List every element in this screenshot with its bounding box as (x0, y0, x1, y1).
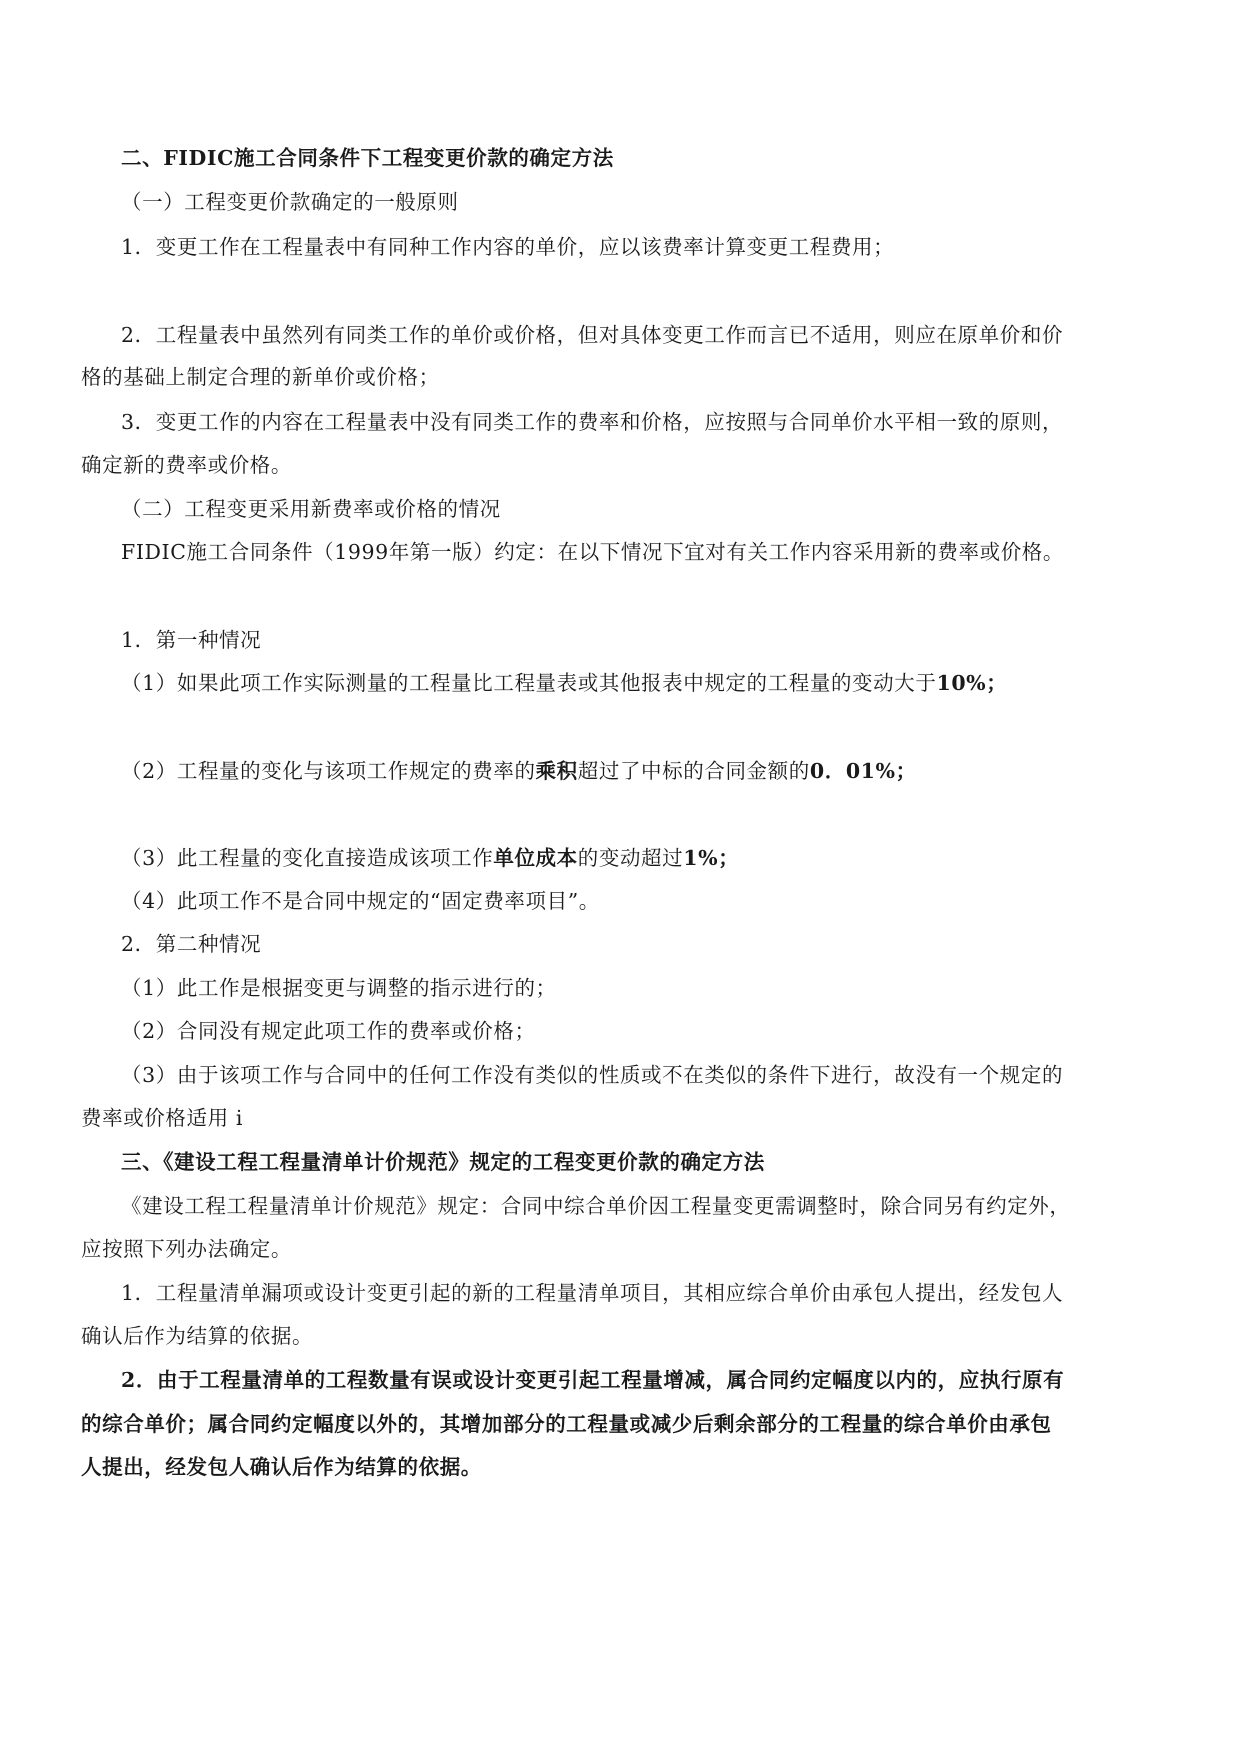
rule-3-line-2: 确定新的费率或价格。 (81, 453, 292, 477)
case-1-item-1-value: 10%； (936, 671, 1008, 695)
spec-1-line-1: 1．工程量清单漏项或设计变更引起的新的工程量清单项目，其相应综合单价由承包人提出，经发包人 (121, 1281, 1064, 1305)
spec-2-line-1: 2．由于工程量清单的工程数量有误或设计变更引起工程量增减，属合同约定幅度以内的，应执行原有 (121, 1368, 1065, 1392)
subsection-heading-1: （一）工程变更价款确定的一般原则 (121, 190, 459, 214)
case-1-item-3-value: 1%； (683, 846, 740, 870)
case-1-item-3-text-mid: 的变动超过 (577, 846, 684, 870)
section-heading-2: 二、FIDIC施工合同条件下工程变更价款的确定方法 (121, 146, 614, 170)
rule-3-line-1: 3．变更工作的内容在工程量表中没有同类工作的费率和价格，应按照与合同单价水平相一致的原则， (121, 410, 1064, 434)
case-2-item-1: （1）此工作是根据变更与调整的指示进行的； (121, 976, 557, 1000)
spec-intro-line-2: 应按照下列办法确定。 (81, 1237, 292, 1261)
case-1-item-2-text-mid: 超过了中标的合同金额的 (577, 759, 810, 783)
case-1-item-2-text: （2）工程量的变化与该项工作规定的费率的 (121, 759, 536, 783)
case-2-title: 2．第二种情况 (121, 932, 262, 956)
subsection-heading-2: （二）工程变更采用新费率或价格的情况 (121, 497, 501, 521)
spec-1-line-2: 确认后作为结算的依据。 (81, 1324, 314, 1348)
spec-2-line-3: 人提出，经发包人确认后作为结算的依据。 (81, 1455, 482, 1479)
case-1-item-3-text: （3）此工程量的变化直接造成该项工作 (121, 846, 494, 870)
spec-2-line-2: 的综合单价；属合同约定幅度以外的，其增加部分的工程量或减少后剩余部分的工程量的综合单价由承包 (81, 1412, 1052, 1436)
rule-2-line-1: 2．工程量表中虽然列有同类工作的单价或价格，但对具体变更工作而言已不适用，则应在原单价和价 (121, 323, 1064, 347)
case-2-item-3-line-2: 费率或价格适用 i (81, 1106, 243, 1130)
case-2-item-2: （2）合同没有规定此项工作的费率或价格； (121, 1019, 536, 1043)
case-1-title: 1．第一种情况 (121, 628, 262, 652)
rule-2-line-2: 格的基础上制定合理的新单价或价格； (81, 365, 440, 389)
spec-intro-line-1: 《建设工程工程量清单计价规范》规定：合同中综合单价因工程量变更需调整时，除合同另有约定外， (121, 1194, 1071, 1218)
case-1-item-1 (121, 669, 1007, 697)
case-2-item-3-line-1: （3）由于该项工作与合同中的任何工作没有类似的性质或不在类似的条件下进行，故没有一个规定的 (121, 1063, 1064, 1087)
case-1-item-3 (121, 844, 739, 872)
case-1-item-1-text: （1）如果此项工作实际测量的工程量比工程量表或其他报表中规定的工程量的变动大于 (121, 671, 937, 695)
fidic-clause: FIDIC施工合同条件（1999年第一版）约定：在以下情况下宜对有关工作内容采用新的费率或价格。 (121, 540, 1065, 564)
case-1-item-2-emphasis: 乘积 (535, 759, 578, 783)
case-1-item-2-value: 0．01%； (809, 759, 917, 783)
case-1-item-2 (121, 757, 917, 785)
case-1-item-4: （4）此项工作不是合同中规定的“固定费率项目”。 (121, 889, 600, 913)
case-1-item-3-emphasis: 单位成本 (493, 846, 578, 870)
rule-1: 1．变更工作在工程量表中有同种工作内容的单价，应以该费率计算变更工程费用； (121, 235, 895, 259)
section-heading-3: 三、《建设工程工程量清单计价规范》规定的工程变更价款的确定方法 (121, 1150, 765, 1174)
